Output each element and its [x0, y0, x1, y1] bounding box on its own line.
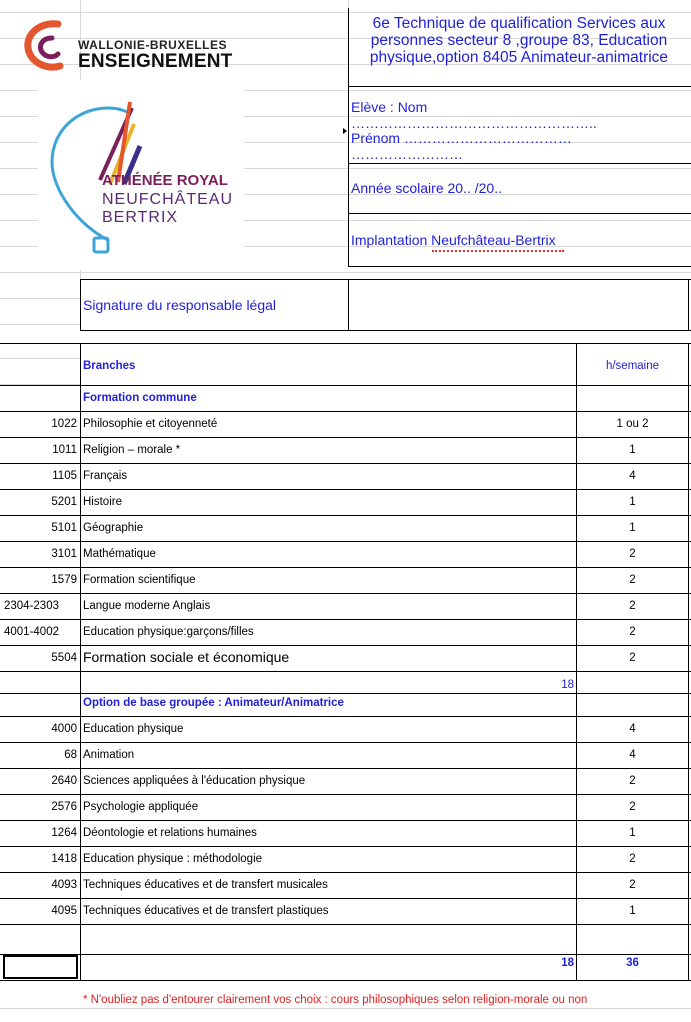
- course-hours: 2: [629, 548, 636, 560]
- class-title: 6e Technique de qualification Services aux personnes secteur 8 ,groupe 83, Education physique,option 8405 Animateur-animatrice: [369, 15, 669, 66]
- course-hours: 2: [629, 879, 636, 891]
- section2-total: 18: [561, 957, 574, 969]
- course-branch: Education physique: [83, 723, 184, 735]
- course-hours: 1 ou 2: [616, 418, 649, 430]
- course-hours: 2: [629, 775, 636, 787]
- student-firstname-dots: ……………………: [351, 146, 463, 162]
- spellcheck-underline: [432, 247, 564, 252]
- wbe-logo: [18, 16, 248, 76]
- signature-label: Signature du responsable légal: [83, 297, 277, 313]
- school-logo: [38, 80, 244, 270]
- course-branch: Education physique:garçons/filles: [83, 626, 254, 638]
- school-name-line1: ATHÉNÉE ROYAL: [102, 172, 228, 189]
- course-branch: Religion – morale *: [83, 444, 181, 456]
- table-rule: [0, 846, 691, 847]
- table-rule: [0, 385, 691, 386]
- course-code: 1418: [51, 853, 77, 865]
- course-branch: Langue moderne Anglais: [83, 600, 211, 612]
- implantation-field: Implantation Neufchâteau-Bertrix: [351, 232, 556, 248]
- table-rule: [0, 742, 691, 743]
- course-branch: Education physique : méthodologie: [83, 853, 263, 865]
- course-hours: 1: [629, 496, 636, 508]
- table-rule: [0, 820, 691, 821]
- course-hours: 2: [629, 574, 636, 586]
- course-hours: 2: [629, 652, 636, 664]
- table-rule: [0, 794, 691, 795]
- course-hours: 4: [629, 749, 636, 761]
- course-code: 4095: [51, 905, 77, 917]
- course-hours: 4: [629, 723, 636, 735]
- wbe-name-line1: WALLONIE-BRUXELLES: [78, 38, 227, 52]
- course-code: 1011: [52, 444, 77, 456]
- course-code: 1022: [51, 418, 77, 430]
- student-firstname-label: Prénom ………………………………: [351, 130, 572, 146]
- col-header-branches: Branches: [83, 360, 136, 372]
- course-code: 3101: [51, 548, 77, 560]
- wbe-logo-icon: [18, 16, 66, 76]
- course-code: 4093: [51, 879, 77, 891]
- selected-cell[interactable]: [3, 955, 78, 979]
- table-rule: [0, 411, 691, 412]
- wbe-name-line2: ENSEIGNEMENT: [78, 51, 233, 72]
- table-rule: [0, 541, 691, 542]
- section-formation-commune: Formation commune: [83, 392, 197, 404]
- table-rule: [0, 463, 691, 464]
- course-code: 2640: [51, 775, 77, 787]
- student-name-label: Elève : Nom ……………………………………………..: [351, 99, 597, 131]
- course-code: 5201: [51, 496, 77, 508]
- course-code: 4000: [51, 723, 77, 735]
- course-branch: Animation: [83, 749, 135, 761]
- table-rule: [0, 768, 691, 769]
- course-branch: Psychologie appliquée: [83, 801, 199, 813]
- course-code: 1264: [51, 827, 77, 839]
- course-branch: Déontologie et relations humaines: [83, 827, 257, 839]
- table-rule: [0, 343, 691, 344]
- course-hours: 1: [629, 905, 636, 917]
- table-col-rule: [80, 343, 81, 980]
- footnote: * N'oubliez pas d'entourer clairement vos choix : cours philosophiques selon religion-morale ou non: [83, 994, 588, 1006]
- course-branch: Formation scientifique: [83, 574, 196, 586]
- course-branch: Géographie: [83, 522, 144, 534]
- course-branch: Philosophie et citoyenneté: [83, 418, 218, 430]
- course-code: 4001-4002: [4, 626, 59, 638]
- table-rule: [0, 645, 691, 646]
- course-hours: 1: [629, 827, 636, 839]
- course-code: 2304-2303: [4, 600, 59, 612]
- table-rule: [0, 924, 691, 925]
- section1-total: 18: [561, 679, 574, 691]
- course-hours: 4: [629, 470, 636, 482]
- section-option-base: Option de base groupée : Animateur/Animatrice: [83, 697, 344, 709]
- table-rule: [0, 567, 691, 568]
- table-col-rule: [688, 343, 689, 980]
- school-name-line3: BERTRIX: [102, 209, 179, 226]
- school-year-field: Année scolaire 20.. /20..: [351, 180, 502, 196]
- table-rule: [0, 716, 691, 717]
- table-col-rule: [576, 343, 577, 980]
- course-hours: 1: [629, 444, 636, 456]
- course-hours: 1: [629, 522, 636, 534]
- course-code: 1105: [52, 470, 77, 482]
- course-branch: Sciences appliquées à l'éducation physique: [83, 775, 306, 787]
- course-branch: Formation sociale et économique: [83, 649, 290, 665]
- table-rule: [0, 872, 691, 873]
- table-rule: [0, 619, 691, 620]
- table-rule: [0, 980, 691, 981]
- course-branch: Mathématique: [83, 548, 156, 560]
- table-rule: [0, 954, 691, 955]
- course-branch: Histoire: [83, 496, 122, 508]
- course-code: 5101: [51, 522, 77, 534]
- course-code: 68: [64, 749, 77, 761]
- course-hours: 2: [629, 600, 636, 612]
- table-rule: [0, 489, 691, 490]
- table-rule: [0, 437, 691, 438]
- course-hours: 2: [629, 853, 636, 865]
- course-code: 2576: [51, 801, 77, 813]
- course-hours: 2: [629, 626, 636, 638]
- col-header-hours: h/semaine: [605, 360, 660, 372]
- course-branch: Techniques éducatives et de transfert plastiques: [83, 905, 329, 917]
- course-branch: Techniques éducatives et de transfert musicales: [83, 879, 328, 891]
- table-rule: [0, 693, 691, 694]
- course-code: 1579: [51, 574, 77, 586]
- table-rule: [0, 898, 691, 899]
- table-rule: [0, 671, 691, 672]
- grand-total: 36: [626, 957, 639, 969]
- row-marker-icon: [343, 128, 347, 134]
- school-name-line2: NEUFCHÂTEAU: [102, 191, 234, 208]
- table-rule: [0, 515, 691, 516]
- course-hours: 2: [629, 801, 636, 813]
- course-branch: Français: [83, 470, 128, 482]
- course-code: 5504: [51, 652, 77, 664]
- table-rule: [0, 593, 691, 594]
